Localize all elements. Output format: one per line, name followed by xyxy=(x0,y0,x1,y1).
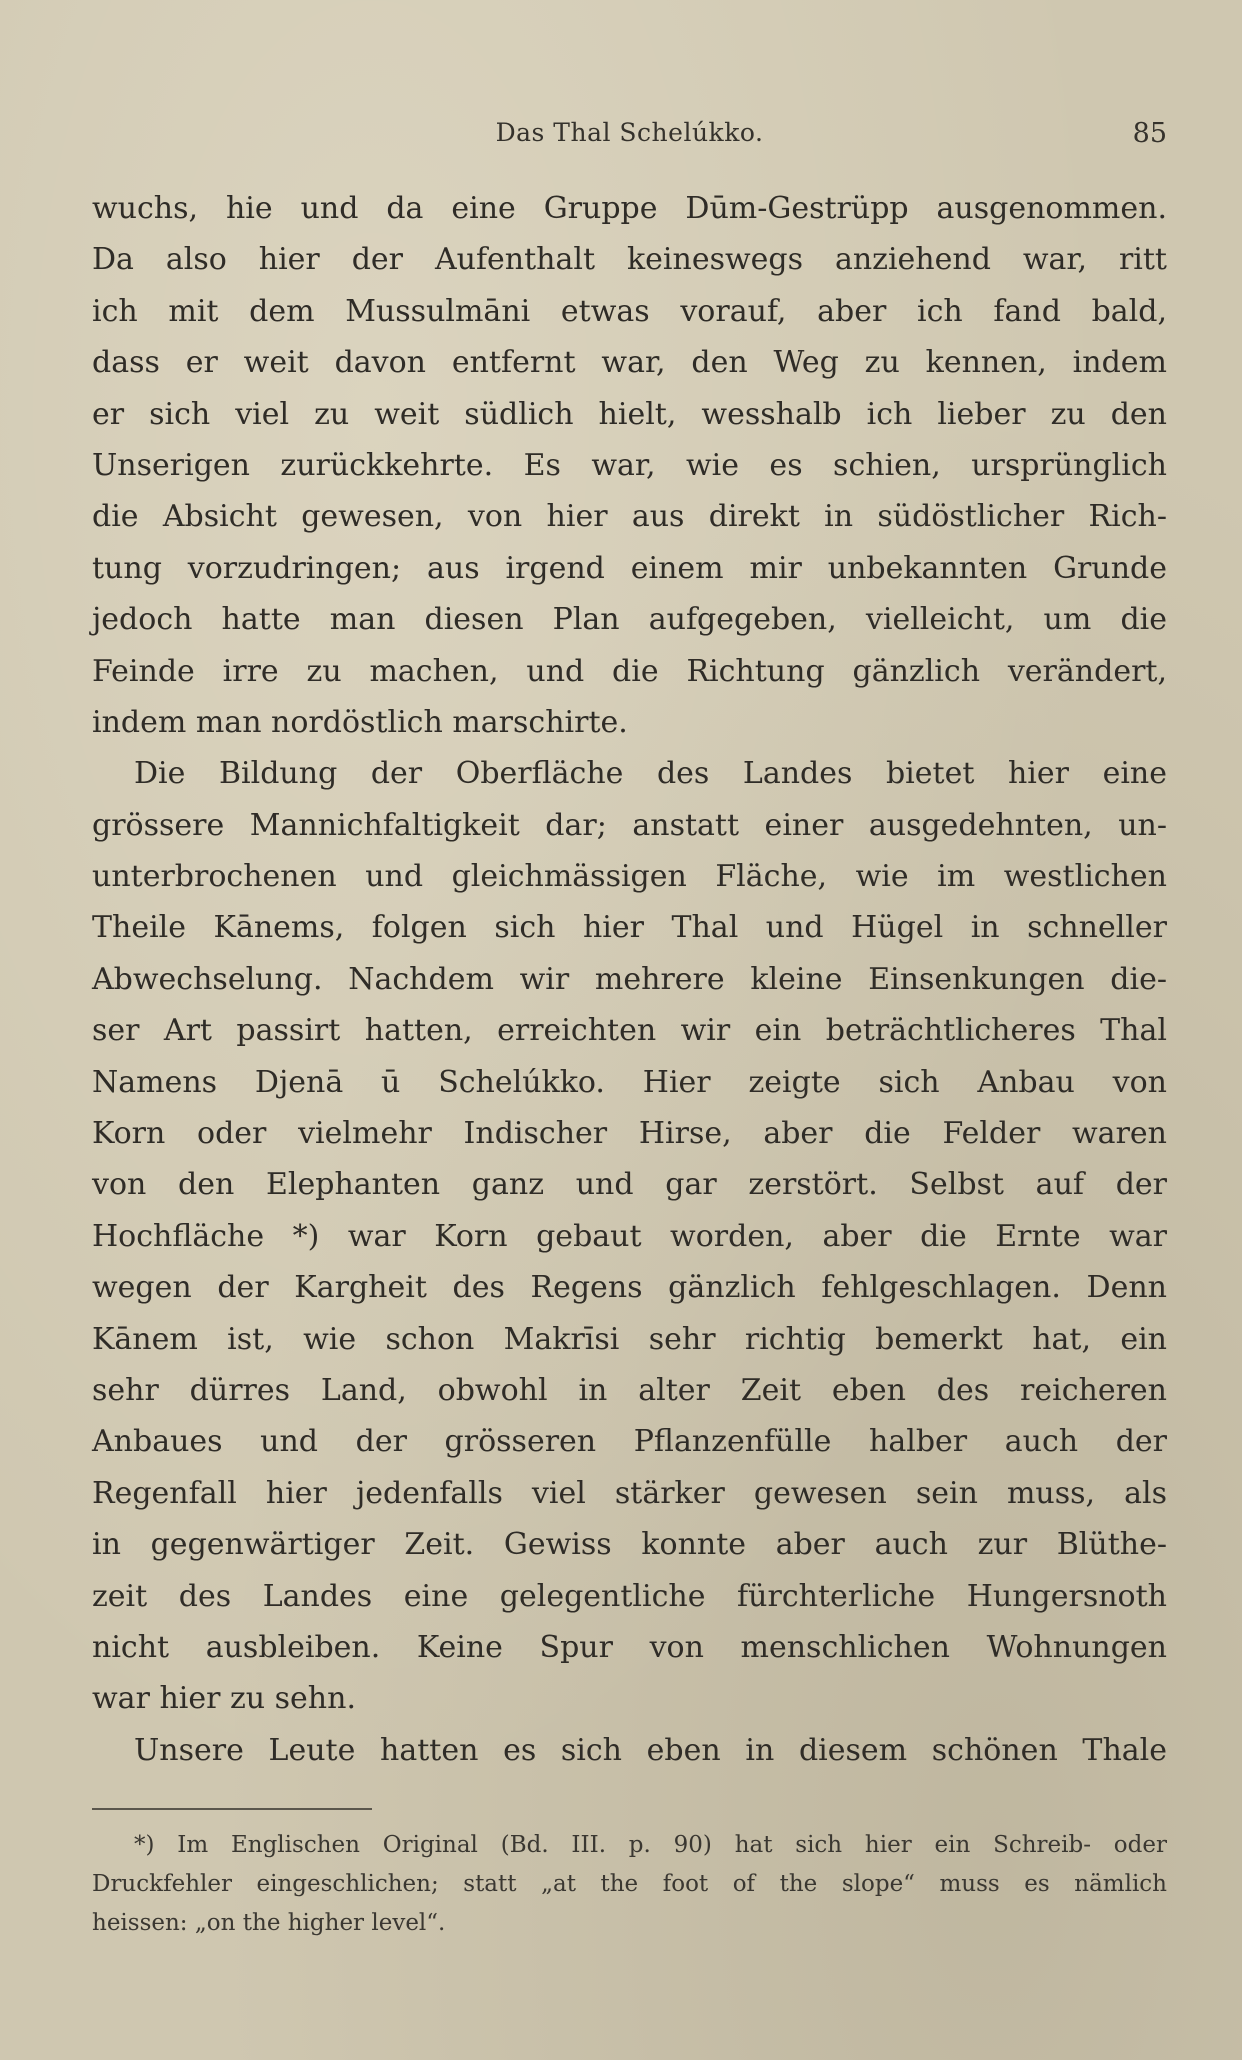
paragraph-start: Die Bildung der Oberfläche des Landes bietet hier eine xyxy=(134,756,1167,792)
text-line: unterbrochenen und gleichmässigen Fläche, wie im westlichen xyxy=(92,859,1167,895)
text-line: tung vorzudringen; aus irgend einem mir unbekannten Grunde xyxy=(92,550,1167,586)
text-line: zeit des Landes eine gelegentliche fürchterliche Hungersnoth xyxy=(92,1578,1167,1614)
text-line: jedoch hatte man diesen Plan aufgegeben, vielleicht, um die xyxy=(92,602,1167,638)
text-line: Unserigen zurückkehrte. Es war, wie es schien, ursprünglich xyxy=(92,447,1167,483)
text-line: die Absicht gewesen, von hier aus direkt in südöstlicher Rich- xyxy=(92,499,1167,535)
text-line: Kānem ist, wie schon Makrīsi sehr richtig bemerkt hat, ein xyxy=(92,1321,1167,1357)
footnote-divider xyxy=(92,1808,372,1810)
text-line: Namens Djenā ū Schelúkko. Hier zeigte sich Anbau von xyxy=(92,1064,1167,1100)
paragraph-start: Unsere Leute hatten es sich eben in diesem schönen Thale xyxy=(134,1732,1167,1768)
text-line: sehr dürres Land, obwohl in alter Zeit eben des reicheren xyxy=(92,1372,1167,1408)
text-line: dass er weit davon entfernt war, den Weg zu kennen, indem xyxy=(92,345,1167,381)
footnote xyxy=(92,1826,1167,1943)
footnote-line: heissen: „on the higher level“. xyxy=(92,1910,446,1936)
text-line: Abwechselung. Nachdem wir mehrere kleine Einsenkungen die- xyxy=(92,961,1167,997)
running-title: Das Thal Schelúkko. xyxy=(495,118,764,147)
footnote-line: Druckfehler eingeschlichen; statt „at the foot of the slope“ muss es nämlich xyxy=(92,1871,1167,1897)
text-line: Korn oder vielmehr Indischer Hirse, aber die Felder waren xyxy=(92,1116,1167,1152)
text-line: ser Art passirt hatten, erreichten wir ein beträchtlicheres Thal xyxy=(92,1013,1167,1049)
text-line: wuchs, hie und da eine Gruppe Dūm-Gestrüpp ausgenommen. xyxy=(92,191,1167,226)
text-line: in gegenwärtiger Zeit. Gewiss konnte aber auch zur Blüthe- xyxy=(92,1527,1167,1563)
text-line: Da also hier der Aufenthalt keineswegs anziehend war, ritt xyxy=(92,242,1167,278)
text-line: Regenfall hier jedenfalls viel stärker gewesen sein muss, als xyxy=(92,1475,1167,1511)
text-line: wegen der Kargheit des Regens gänzlich fehlgeschlagen. Denn xyxy=(92,1270,1167,1306)
footnote-line: *) Im Englischen Original (Bd. III. p. 90) hat sich hier ein Schreib- oder xyxy=(134,1832,1167,1858)
page-number: 85 xyxy=(1132,118,1167,149)
text-line: indem man nordöstlich marschirte. xyxy=(92,704,628,740)
text-line: ich mit dem Mussulmāni etwas vorauf, aber ich fand bald, xyxy=(92,293,1167,329)
running-head xyxy=(92,118,1167,158)
text-line: von den Elephanten ganz und gar zerstört. Selbst auf der xyxy=(92,1167,1167,1203)
text-line: Theile Kānems, folgen sich hier Thal und Hügel in schneller xyxy=(92,910,1167,946)
text-line: war hier zu sehn. xyxy=(92,1681,356,1717)
text-line: Anbaues und der grösseren Pflanzenfülle halber auch der xyxy=(92,1424,1167,1460)
text-line: Hochfläche *) war Korn gebaut worden, aber die Ernte war xyxy=(92,1218,1167,1254)
text-line: Feinde irre zu machen, und die Richtung gänzlich verändert, xyxy=(92,653,1167,689)
text-line: grössere Mannichfaltigkeit dar; anstatt einer ausgedehnten, un- xyxy=(92,807,1167,843)
text-line: nicht ausbleiben. Keine Spur von menschlichen Wohnungen xyxy=(92,1629,1167,1665)
text-line: er sich viel zu weit südlich hielt, wesshalb ich lieber zu den xyxy=(92,396,1167,432)
body-text xyxy=(92,183,1167,1776)
